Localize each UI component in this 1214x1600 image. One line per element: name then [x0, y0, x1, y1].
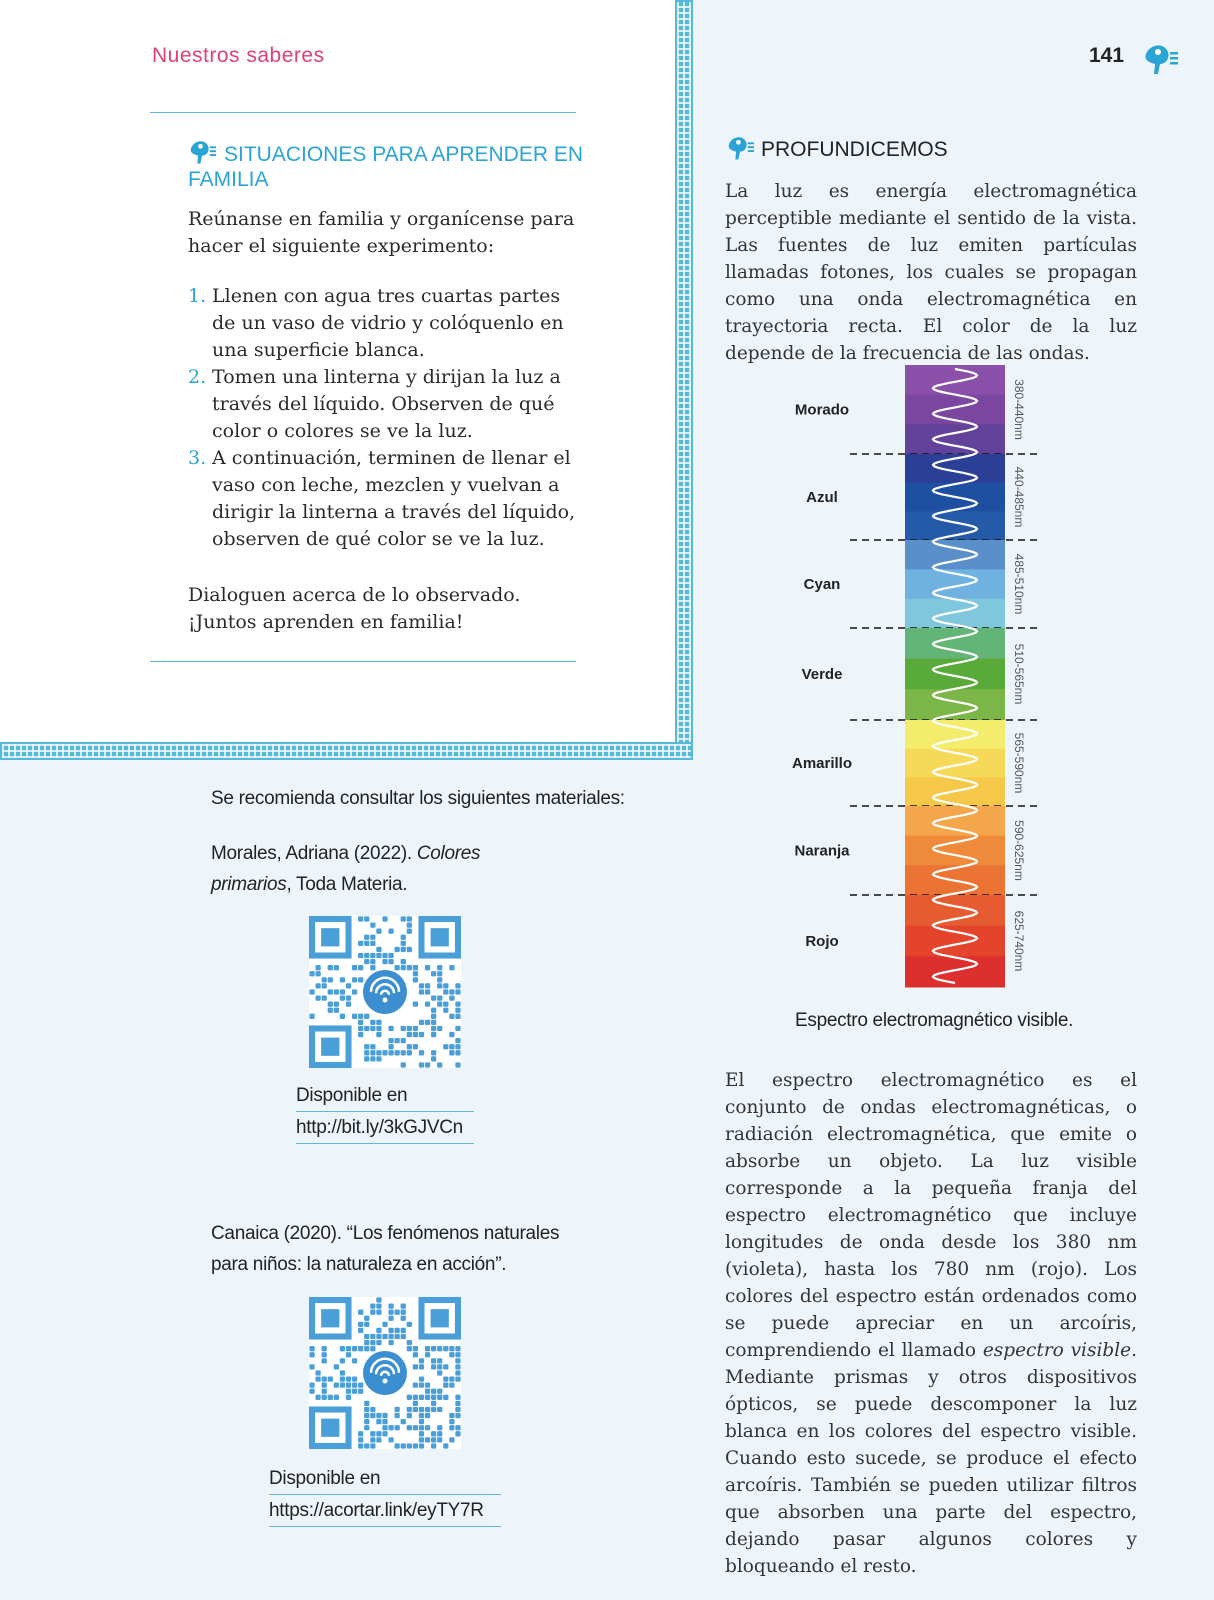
box-bottom-rule	[150, 661, 576, 662]
paragraph-1: La luz es energía electromagnética perceptible mediante el sentido de la vista. Las fuentes de luz emiten partículas llamadas fotones, los cuales se propagan como una onda electromagnética en trayectoria recta. El color de la luz depende de la frecuencia de las ondas.	[725, 181, 1137, 364]
qr-code[interactable]	[309, 916, 461, 1068]
band-range-label: 590-625nm	[1012, 820, 1026, 881]
spectrum-band-segment	[905, 628, 1005, 659]
band-range-label: 625-740nm	[1012, 910, 1026, 972]
box-top-rule	[150, 112, 576, 113]
list-item: 2. Tomen una linterna y dirijan la luz a través del líquido. Observen de qué color o colores se ve la luz.	[188, 366, 561, 442]
list-item: 1. Llenen con agua tres cuartas partes de un vaso de vidrio y colóquenlo en una superficie blanca.	[188, 285, 564, 361]
spectrum-band-segment	[905, 926, 1005, 957]
spectrum-band-segment	[905, 689, 1005, 720]
spectrum-diagram	[780, 365, 1070, 1005]
qr-code[interactable]	[309, 1297, 461, 1449]
spectrum-band-segment	[905, 806, 1005, 836]
spectrum-band-segment	[905, 540, 1005, 570]
reference-2: Canaica (2020). “Los fenómenos naturales para niños: la naturaleza en acción”.	[211, 1223, 560, 1275]
band-range-label: 440-485nm	[1012, 466, 1026, 528]
list-item: 3. A continuación, terminen de llenar el vaso con leche, mezclen y vuelvan a dirigir la linterna a través del líquido, observen de qué color se ve la luz.	[188, 447, 576, 550]
glyph-icon	[724, 133, 756, 161]
steps-list	[188, 283, 583, 553]
resources-intro: Se recomienda consultar los siguientes materiales:	[211, 788, 625, 809]
glyph-icon	[1140, 40, 1180, 76]
band-range-label: 510-565nm	[1012, 643, 1026, 705]
band-range-label: 485-510nm	[1012, 553, 1026, 615]
spectrum-band-segment	[905, 720, 1005, 749]
profundicemos-title: PROFUNDICEMOS	[761, 138, 948, 161]
family-box-intro: Reúnanse en familia y organícense para hacer el siguiente experimento:	[188, 208, 575, 257]
spectrum-band-segment	[905, 836, 1005, 866]
page-number: 141	[1089, 44, 1125, 67]
availability-1: Disponible en http://bit.ly/3kGJVCn	[296, 1080, 474, 1144]
family-box-outro: Dialoguen acerca de lo observado. ¡Juntos aprenden en familia!	[188, 584, 521, 633]
resource-link[interactable]: http://bit.ly/3kGJVCn	[296, 1111, 474, 1144]
band-label: Morado	[794, 401, 850, 419]
band-label: Rojo	[805, 933, 839, 950]
greek-border-horizontal	[0, 742, 693, 760]
greek-border-vertical	[675, 0, 693, 760]
band-label: Naranja	[794, 842, 850, 860]
band-label: Azul	[806, 489, 838, 506]
band-label: Amarillo	[791, 755, 853, 772]
band-range-label: 380-440nm	[1012, 379, 1026, 440]
band-label: Cyan	[803, 576, 841, 593]
section-header: Nuestros saberes	[152, 44, 325, 67]
spectrum-band-segment	[905, 424, 1005, 454]
availability-2: Disponible en https://acortar.link/eyTY7R	[269, 1463, 501, 1527]
figure-caption: Espectro electromagnético visible.	[795, 1010, 1074, 1031]
band-range-label: 565-590nm	[1012, 732, 1026, 794]
paragraph-2: El espectro electromagnético es el conjunto de ondas electromagnéticas, o radiación electromagnética, que emite o absorbe un objeto. La luz visible corresponde a la pequeña franja del espectro electromagnético que incluye longitudes de onda desde los 380 nm (violeta), hasta los 780 nm (rojo). Los colores del espectro están ordenados como se puede apreciar en un arcoíris, comprendiendo el llamado espectro visible. Mediante prismas y otros dispositivos ópticos, se puede descomponer la luz blanca en los colores del espectro visible. Cuando esto sucede, se produce el efecto arcoíris. También se pueden utilizar filtros que absorben una parte del espectro, dejando pasar algunos colores y bloqueando el resto.	[725, 1070, 1137, 1577]
family-box-title: SITUACIONES PARA APRENDER EN FAMILIA	[188, 143, 584, 191]
spectrum-band-segment	[905, 895, 1005, 926]
band-label: Verde	[801, 666, 843, 683]
resource-link[interactable]: https://acortar.link/eyTY7R	[269, 1494, 501, 1527]
reference-1: Morales, Adriana (2022). Colores primarios, Toda Materia.	[211, 843, 481, 895]
